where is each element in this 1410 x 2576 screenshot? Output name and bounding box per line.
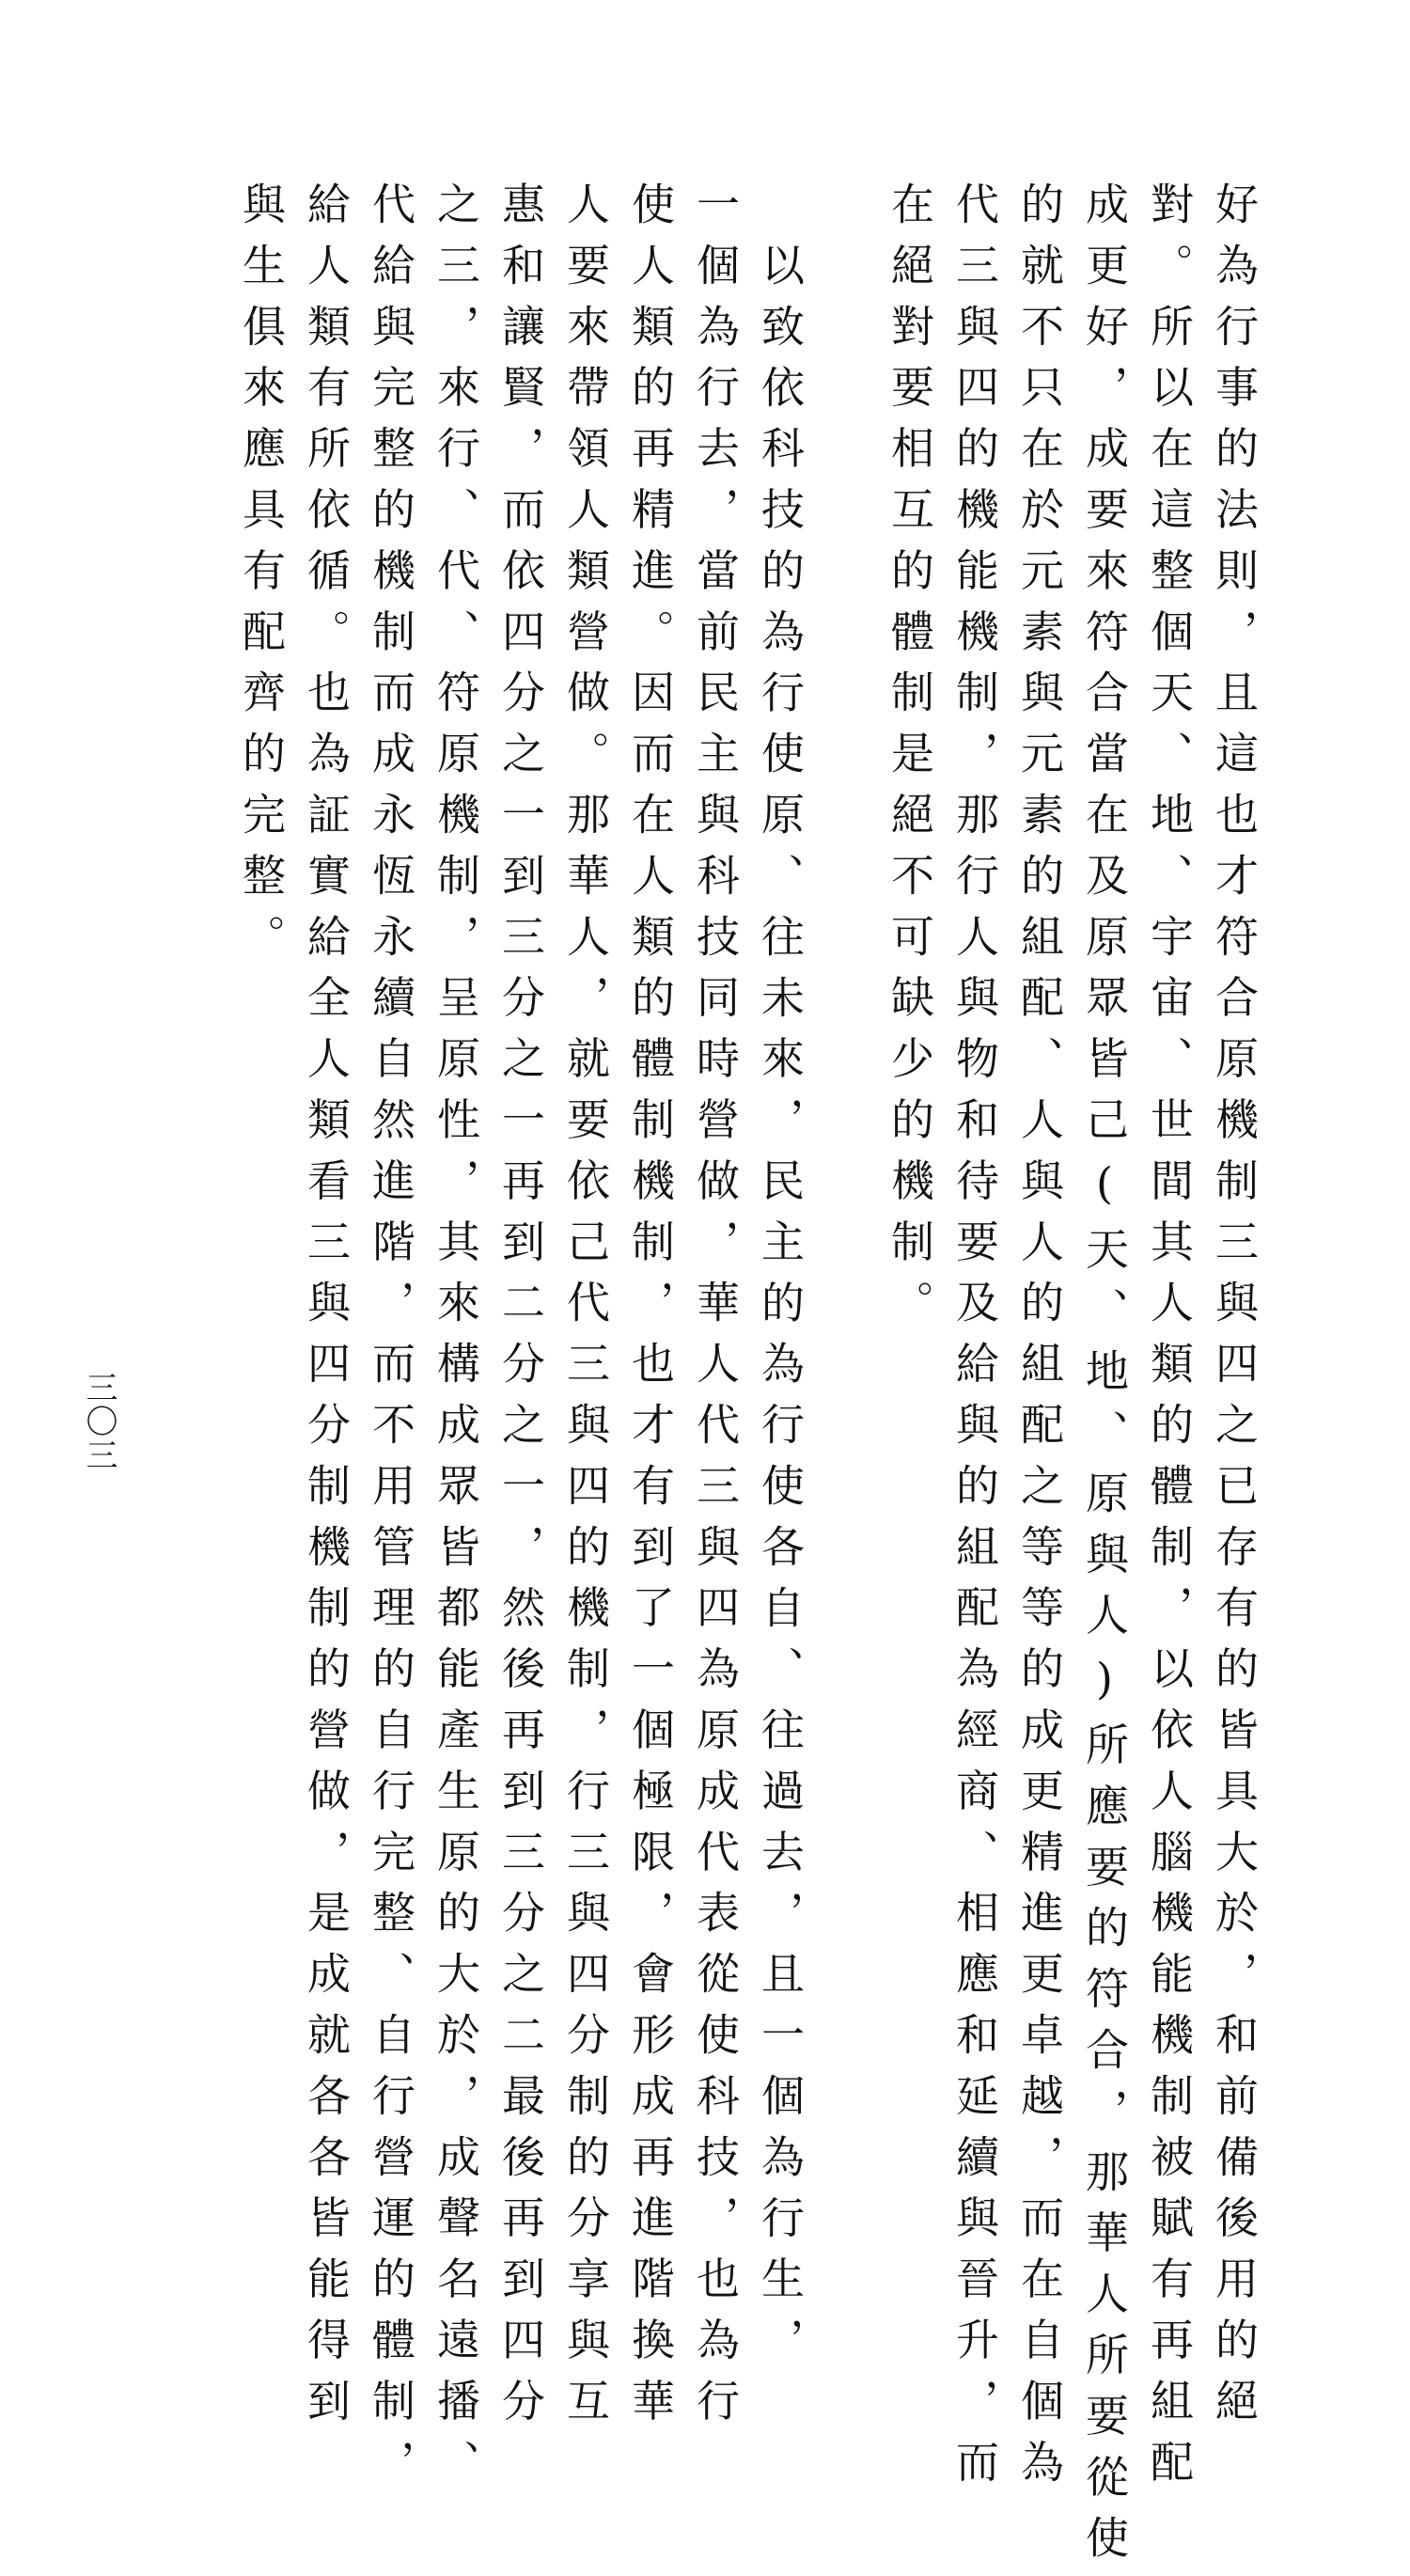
text-column: 的就不只在於元素與元素的組配、人與人的組配之等等的成更精進更卓越，而在自個為 [1014,181,1065,2501]
text-column: 代三與四的機能機制，那行人與物和待要及給與的組配為經商、相應和延續與晉升，而 [949,181,1000,2501]
text-column: 對。所以在這整個天、地、宇宙、世間其人類的體制，以依人腦機能機制被賦有再組配 [1144,181,1195,2501]
text-column: 代給與完整的機制而成永恆永續自然進階，而不用管理的自行完整、自行營運的體制， [366,181,416,2501]
paragraph-start-column: 以致依科技的為行使原、往未來，民主的為行使各自、往過去，且一個為行生， [755,243,806,2379]
text-column: 在絕對要相互的體制是絕不可缺少的機制。 [885,181,935,1342]
text-column: 給人類有所依循。也為証實給全人類看三與四分制機制的營做，是成就各各皆能得到 [301,181,352,2440]
text-column: 一個為行去，當前民主與科技同時營做，華人代三與四為原成代表從使科技，也為行 [690,181,741,2440]
text-column: 使人類的再精進。因而在人類的體制機制，也才有到了一個極限，會形成再進階換華 [625,181,676,2440]
text-column: 之三，來行、代、符原機制，呈原性，其來構成眾皆都能產生原的大於，成聲名遠播、 [431,181,481,2501]
text-column: 人要來帶領人類營做。那華人，就要依己代三與四的機制，行三與四分制的分享與互 [560,181,611,2440]
page-number: 三〇三 [80,1371,118,1472]
text-column: 好為行事的法則，且這也才符合原機制三與四之已存有的皆具大於，和前備後用的絕 [1209,181,1260,2440]
text-column: 與生俱來應具有配齊的完整。 [236,181,287,975]
text-column: 成更好，成要來符合當在及原眾皆己(天、地、原與人)所應要的符合，那華人所要從使 [1079,181,1130,2576]
text-column: 惠和讓賢，而依四分之一到三分之一再到二分之一，然後再到三分之二最後再到四分 [495,181,546,2440]
